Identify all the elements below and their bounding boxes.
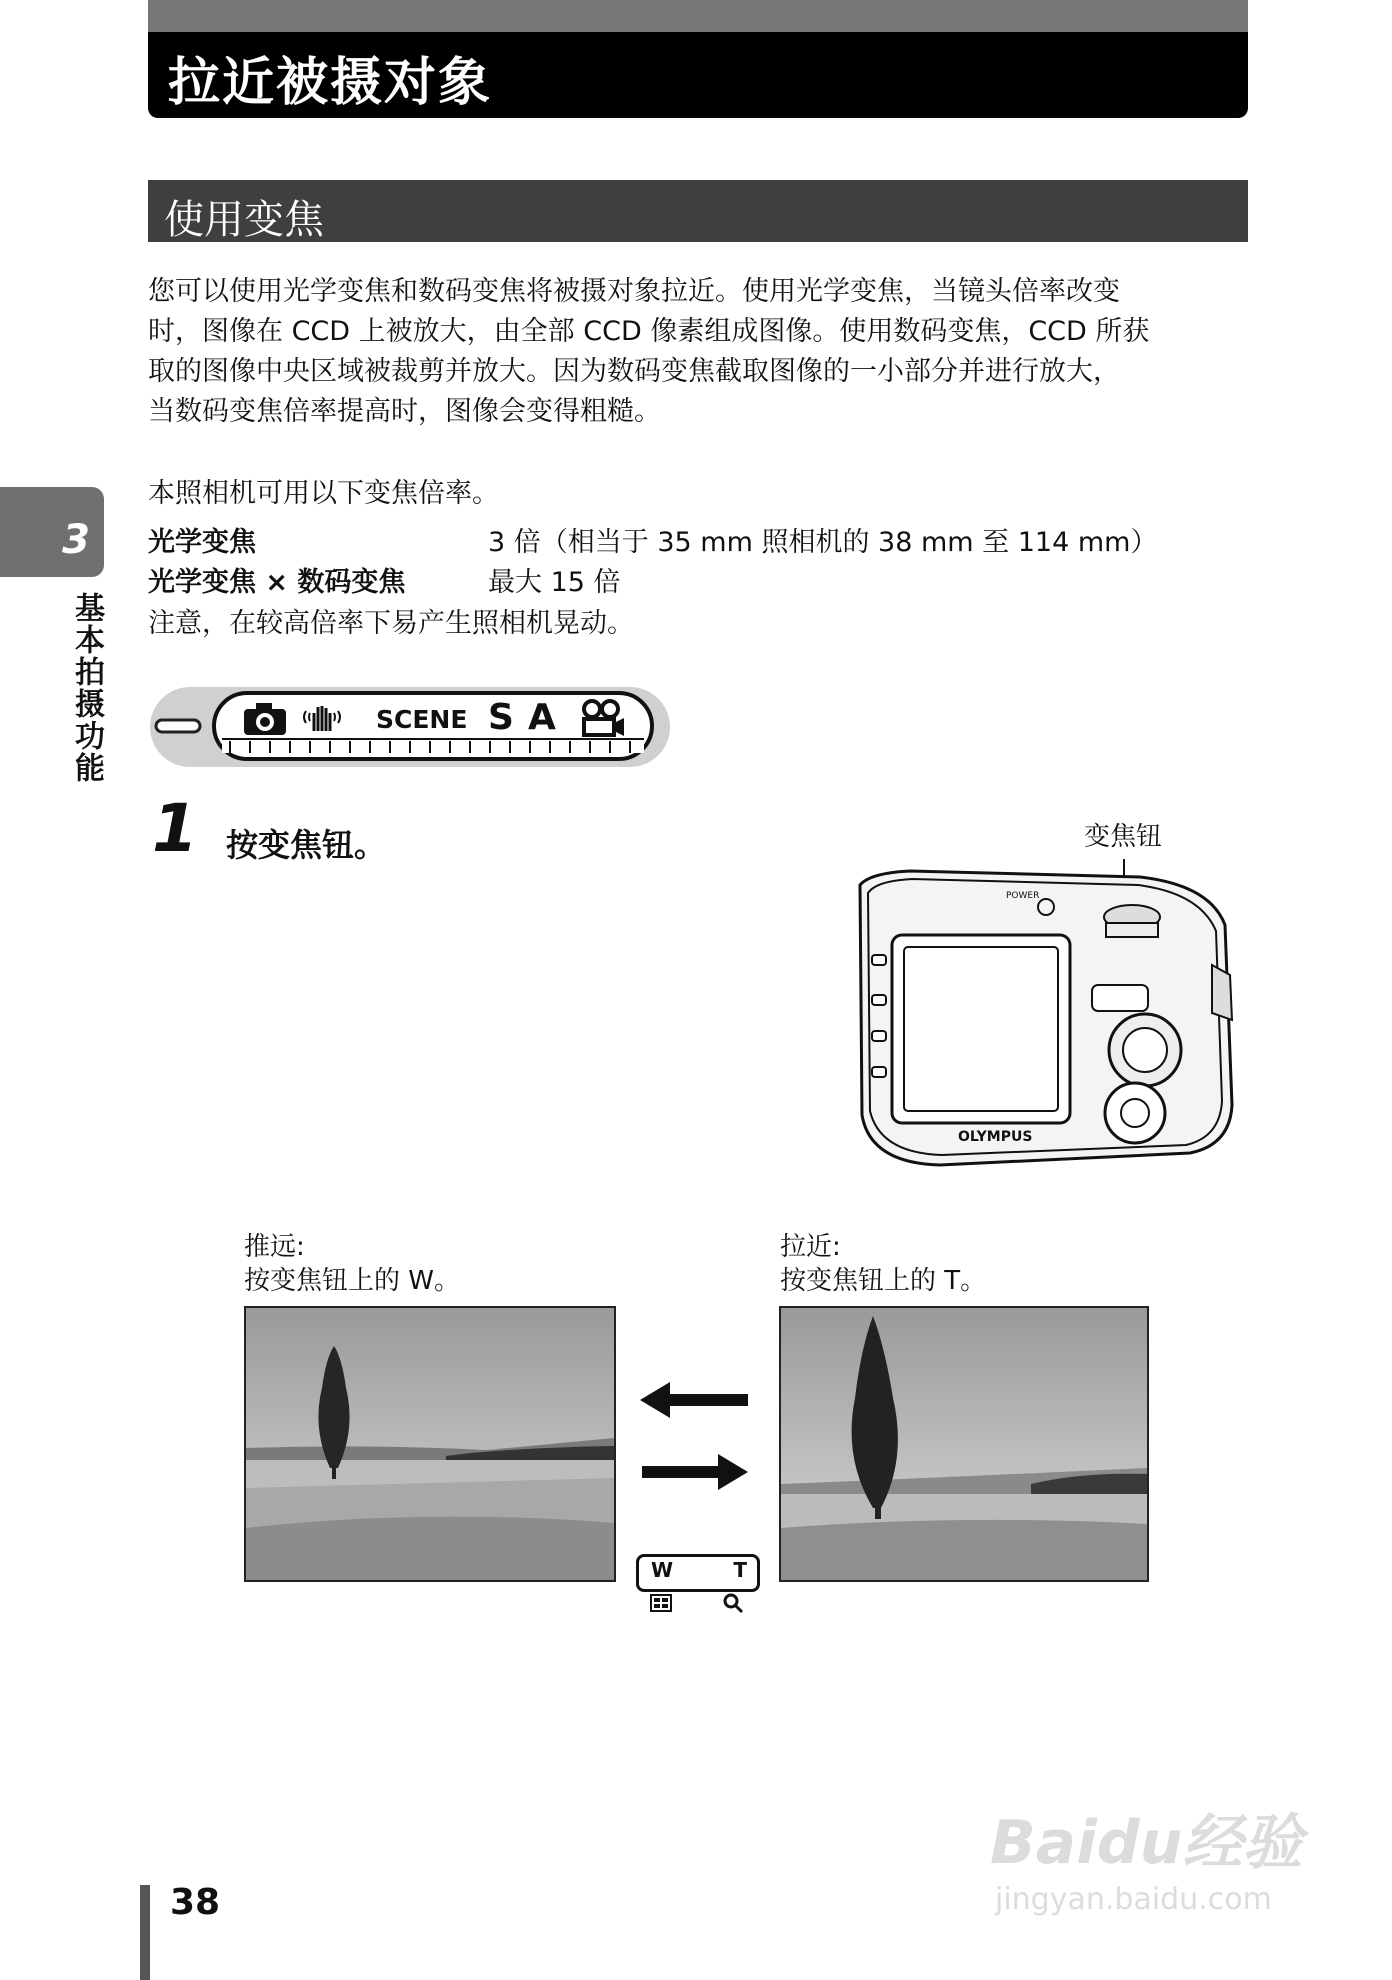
zoom-out-desc: 按变焦钮上的 W。 [244,1266,460,1296]
zoom-out-title: 推远: [244,1232,305,1262]
zoom-lever[interactable] [636,1554,760,1592]
mode-dial-strip [150,685,675,769]
title-bar [148,0,1248,118]
page-number-bar [140,1885,150,1980]
page-number: 38 [170,1882,221,1923]
intro-line: 取的图像中央区域被裁剪并放大。因为数码变焦截取图像的一小部分并进行放大， [148,356,1120,387]
arrow-right-icon [642,1454,748,1490]
scene-mode-label: SCENE [376,705,468,734]
optical-zoom-label: 光学变焦 [148,527,256,558]
anti-shake-mode-icon [300,701,344,735]
s-mode-label: S [488,697,514,738]
zoom-in-caption [780,1230,986,1298]
chapter-label: 基本拍摄功能 [69,592,104,784]
movie-mode-icon [580,699,626,739]
arrow-left-icon [640,1382,748,1418]
chapter-tab [0,487,104,577]
telephoto-photo [779,1306,1149,1582]
step-number: 1 [152,790,198,867]
intro-line: 您可以使用光学变焦和数码变焦将被摄对象拉近。使用光学变焦，当镜头倍率改变 [148,276,1120,307]
digital-zoom-label: 光学变焦 × 数码变焦 [148,567,406,598]
tele-landscape [781,1308,1147,1580]
camera-illustration [840,845,1240,1185]
section-title: 使用变焦 [164,197,324,243]
digital-zoom-value: 最大 15 倍 [488,567,621,598]
zoom-lever-callout: 变焦钮 [1084,822,1163,852]
intro-line: 时，图像在 CCD 上被放大，由全部 CCD 像素组成图像。使用数码变焦，CCD 所获 [148,316,1150,347]
optical-zoom-value: 3 倍（相当于 35 mm 照相机的 38 mm 至 114 mm） [488,527,1158,558]
zoom-lever-t[interactable]: T [733,1558,747,1582]
magnify-icon [722,1592,744,1614]
zoom-lead: 本照相机可用以下变焦倍率。 [148,478,499,509]
camera-brand: OLYMPUS [958,1129,1033,1145]
chapter-number: 3 [62,517,90,563]
shake-note: 注意，在较高倍率下易产生照相机晃动。 [148,608,634,639]
intro-paragraph [148,272,1258,432]
index-grid-icon [650,1594,672,1612]
zoom-lever-w[interactable]: W [651,1558,674,1582]
intro-line: 当数码变焦倍率提高时，图像会变得粗糙。 [148,396,661,427]
zoom-in-title: 拉近: [780,1232,841,1262]
camera-mode-icon [242,701,288,737]
baidu-watermark: Baidu经验 [990,1808,1303,1878]
a-mode-label: A [528,697,556,738]
step-instruction: 按变焦钮。 [226,826,387,864]
zoom-out-caption [244,1230,460,1298]
page-title: 拉近被摄对象 [168,53,493,113]
wide-landscape [246,1308,614,1580]
camera-power-label: POWER [1006,891,1040,901]
title-top-strip [148,0,1248,32]
wide-angle-photo [244,1306,616,1582]
zoom-in-desc: 按变焦钮上的 T。 [780,1266,987,1296]
zoom-direction-arrows [640,1380,750,1490]
camera-drawing [840,845,1240,1185]
section-header [148,180,1248,242]
baidu-watermark-url: jingyan.baidu.com [995,1882,1272,1917]
